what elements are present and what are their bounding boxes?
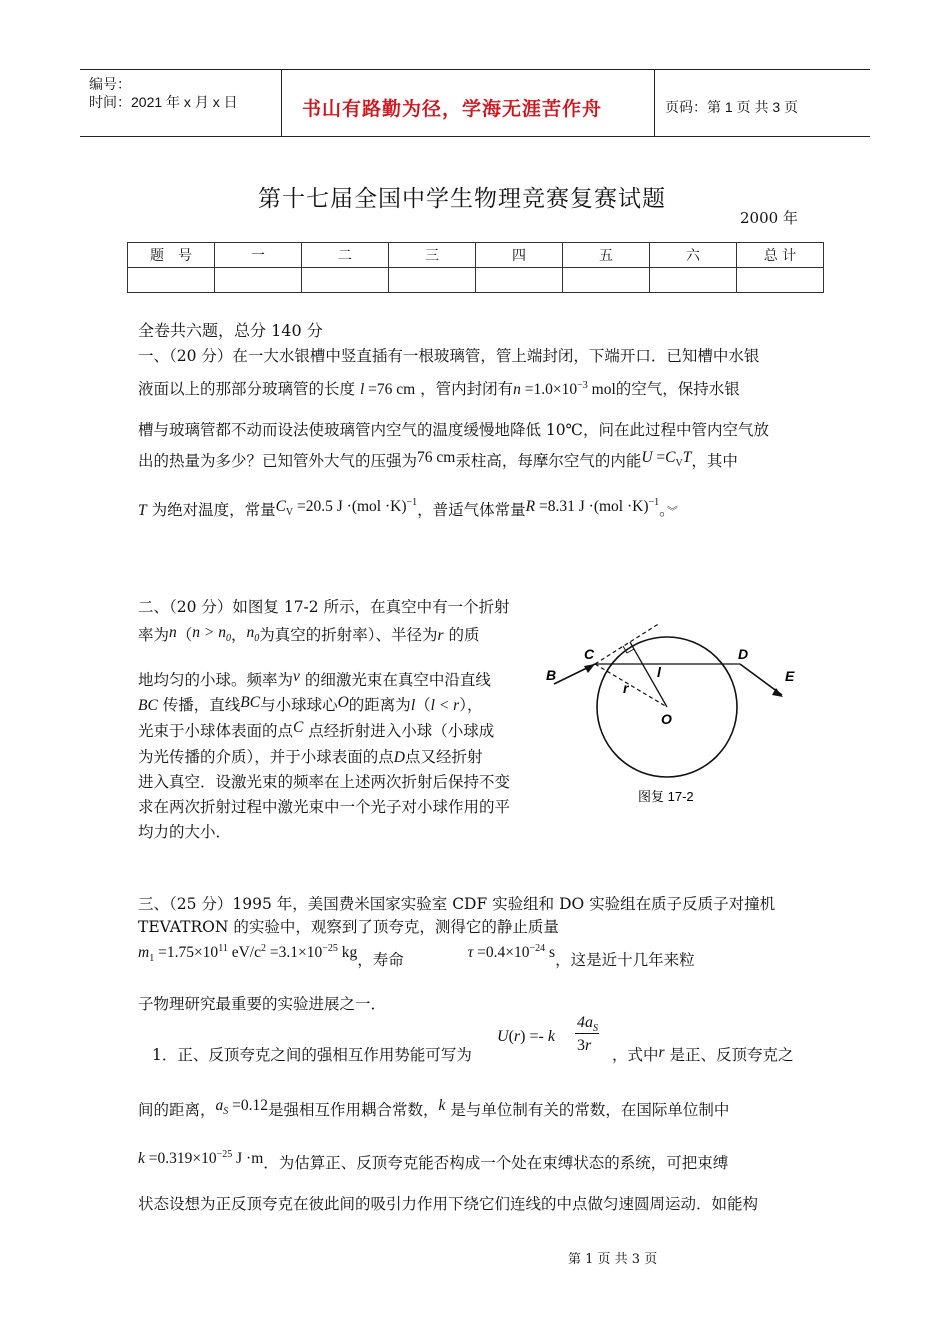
q2-formula-n: n [169, 624, 177, 641]
q2-formula-r: r [437, 627, 444, 644]
q3-line [612, 1044, 794, 1064]
q2-text: 地均匀的小球。频率为 [138, 671, 294, 689]
q1-formula-Cv: $C_V =20.5$ J ·(mol ·K)$^{-1}$ [275, 497, 418, 519]
q2-formula-BC2: BC [240, 694, 261, 711]
q1-line: 一、（20 分）在一大水银槽中竖直插有一根玻璃管，管上端封闭，下端开口．已知槽中水银 [138, 347, 760, 365]
page-title: 第十七届全国中学生物理竞赛复赛试题 [258, 186, 666, 212]
figure-17-2 [540, 615, 810, 815]
q1-text: 出的热量为多少？已知管外大气的压强为 [138, 452, 418, 470]
score-table-header-row [128, 243, 824, 268]
q2-text: 点又经折射 [404, 748, 483, 766]
q3-text: 是与单位制有关的常数，在国际单位制中 [450, 1101, 730, 1119]
score-cell [389, 268, 476, 293]
q3-line [138, 1097, 730, 1122]
q1-formula-n: n [513, 381, 521, 399]
arrow-icon [584, 664, 595, 673]
q2-formula-nu: ν [293, 668, 300, 685]
q1-text: 。 [659, 501, 667, 520]
q3-line [138, 943, 695, 970]
label-C: C [584, 646, 595, 662]
q1-line [138, 497, 678, 522]
score-col-header: 五 [563, 243, 650, 268]
q2-line: 均力的大小． [138, 823, 232, 841]
q3-formula-mass: $m_1 =1.75\times 10^{11}$ $eV/c^2 =3.1\times 10^{-25}$ kg [138, 943, 358, 965]
q2-formula-l-lt-r: l < r [430, 697, 460, 714]
score-cell [476, 268, 563, 293]
q2-text: 与小球球心 [260, 696, 338, 714]
q2-text: ， [231, 626, 247, 644]
number-label: 编号： [89, 76, 131, 92]
q1-text: ，管内封闭有 [420, 380, 514, 399]
label-B: B [546, 667, 557, 683]
q2-text: ）， [459, 696, 483, 714]
q2-formula-n0: $n_0$ [246, 624, 260, 645]
score-cell [563, 268, 650, 293]
label-D: D [738, 646, 749, 662]
q2-text: （ [415, 696, 431, 714]
q2-text: 光束于小球体表面的点 [138, 722, 294, 740]
score-table-entry-row [128, 268, 824, 293]
label-l: l [657, 664, 661, 680]
q2-line [138, 750, 482, 766]
q3-line: TEVATRON 的实验中，观察到了顶夸克，测得它的静止质量 [138, 918, 559, 936]
score-col-header: 总 计 [737, 243, 824, 268]
q1-line [138, 381, 740, 398]
q2-line: 进入真空．设激光束的频率在上述两次折射后保持不变 [138, 773, 511, 791]
score-col-header: 二 [302, 243, 389, 268]
score-table [127, 242, 824, 293]
date-label: 时间：2021 年 x 月 x 日 [89, 94, 238, 110]
exam-intro: 全卷共六题，总分 140 分 [138, 321, 323, 340]
extension-line [595, 623, 660, 664]
header-divider [281, 70, 282, 136]
score-col-header: 一 [215, 243, 302, 268]
page-label: 页码：第 1 页 共 3 页 [665, 99, 799, 115]
q2-text: 的质 [448, 626, 480, 644]
q2-text: 为光传播的介质），并于小球表面的点 [138, 748, 394, 766]
q1-formula-R: R =8.31 J ·(mol ·K)$^{-1}$ [525, 497, 660, 516]
score-col-header: 三 [389, 243, 476, 268]
page-header [80, 69, 870, 137]
q3-line: 三、（25 分）1995 年，美国费米国家实验室 CDF 实验组和 DO 实验组在质子反质子对撞机 [138, 895, 776, 913]
q2-text: （ [176, 626, 193, 644]
q1-formula-T: T [138, 502, 147, 520]
exam-year: 2000 年 [740, 209, 798, 227]
q2-line [138, 694, 483, 714]
q2-line [138, 624, 480, 647]
score-cell [650, 268, 737, 293]
q2-text: 点经折射进入小球（小球成 [308, 722, 495, 740]
q1-text: ，普适气体常量 [417, 501, 526, 520]
q1-text: 为绝对温度，常量 [151, 501, 276, 520]
header-motto: 书山有路勤为径，学海无涯苦作舟 [302, 98, 603, 120]
score-col-header: 题 号 [128, 243, 215, 268]
score-col-header: 四 [476, 243, 563, 268]
q1-text: ，其中 [691, 452, 738, 470]
q1-line [138, 449, 738, 473]
q3-text: 间的距离， [138, 1101, 216, 1119]
q3-text: 1．正、反顶夸克之间的强相互作用势能可写为 [152, 1046, 472, 1064]
q2-formula-BC: BC [138, 697, 158, 714]
q2-line [138, 719, 495, 740]
score-cell [128, 268, 215, 293]
score-cell [302, 268, 389, 293]
label-E: E [785, 668, 795, 684]
q2-formula-D: D [393, 749, 405, 766]
q1-line: 槽与玻璃管都不动而设法使玻璃管内空气的温度缓慢地降低 10℃，问在此过程中管内空气放 [138, 421, 769, 439]
q1-formula-U: U [641, 449, 653, 466]
q2-formula-C: C [293, 719, 304, 736]
q1-text: 的空气，保持水银 [615, 380, 740, 399]
score-col-header: 六 [650, 243, 737, 268]
q3-text: ，这是近十几年来粒 [555, 951, 695, 970]
q1-text: 汞柱高，每摩尔空气的内能 [455, 452, 642, 470]
q3-text: 是强相互作用耦合常数， [268, 1101, 439, 1119]
q1-formula-l-value: =76 cm [364, 381, 416, 399]
q1-text: 液面以上的那部分玻璃管的长度 [138, 380, 356, 399]
q1-formula-l: l [359, 381, 365, 399]
q2-text: 的细激光束在真空中沿直线 [304, 671, 491, 689]
q3-line: 子物理研究最重要的实验进展之一． [138, 995, 387, 1013]
q2-text: 率为 [138, 626, 170, 644]
q2-text: 为真空的折射率）、半径为 [259, 626, 438, 644]
q2-formula-O: O [337, 694, 349, 711]
distance-l [630, 642, 667, 707]
q2-line: 二、（20 分）如图复 17-2 所示，在真空中有一个折射 [138, 598, 510, 616]
q2-formula-l: l [410, 697, 416, 714]
q3-formula-r: r [658, 1044, 665, 1061]
figure-caption: 图复 17-2 [638, 789, 694, 804]
label-r: r [623, 680, 629, 696]
label-O: O [661, 711, 672, 727]
chevron-down-icon: ︾ [666, 505, 678, 519]
score-cell [215, 268, 302, 293]
q3-line: 状态设想为正反顶夸克在彼此间的吸引力作用下绕它们连线的中点做匀速圆周运动．如能构 [138, 1195, 759, 1213]
q2-text: 传播，直线 [162, 696, 241, 714]
q3-line [138, 1149, 729, 1173]
header-divider [654, 70, 655, 136]
q3-formula-k: k [438, 1097, 446, 1114]
q3-formula-tau: $\tau =0.4\times 10^{-24}$ s [467, 943, 556, 962]
q1-formula-pressure: 76 cm [417, 449, 456, 466]
q2-formula-n-gt-n0: $n > n_0$ [192, 624, 231, 645]
q2-line [138, 668, 491, 689]
q3-formula-k-value: $k =0.319\times 10^{-25}$ J ·m [138, 1149, 264, 1168]
q1-formula-U-eq: $=C_VT$ [652, 449, 692, 470]
q3-text: 是正、反顶夸克之 [669, 1046, 794, 1064]
q3-formula-as: $a_S =0.12$ [215, 1097, 269, 1118]
q2-line: 求在两次折射过程中激光束中一个光子对小球作用的平 [138, 798, 511, 816]
q1-formula-n-value: $=1.0\times 10^{-3}$ mol [520, 380, 616, 399]
q3-text: ，式中 [612, 1046, 659, 1064]
q3-text: ．为估算正、反顶夸克能否构成一个处在束缚状态的系统，可把束缚 [263, 1154, 729, 1173]
q2-text: 的距离为 [348, 696, 411, 714]
score-cell [737, 268, 824, 293]
q3-line [152, 1048, 472, 1064]
page-footer: 第 1 页 共 3 页 [568, 1252, 658, 1267]
q3-text: ，寿命 [357, 951, 404, 970]
